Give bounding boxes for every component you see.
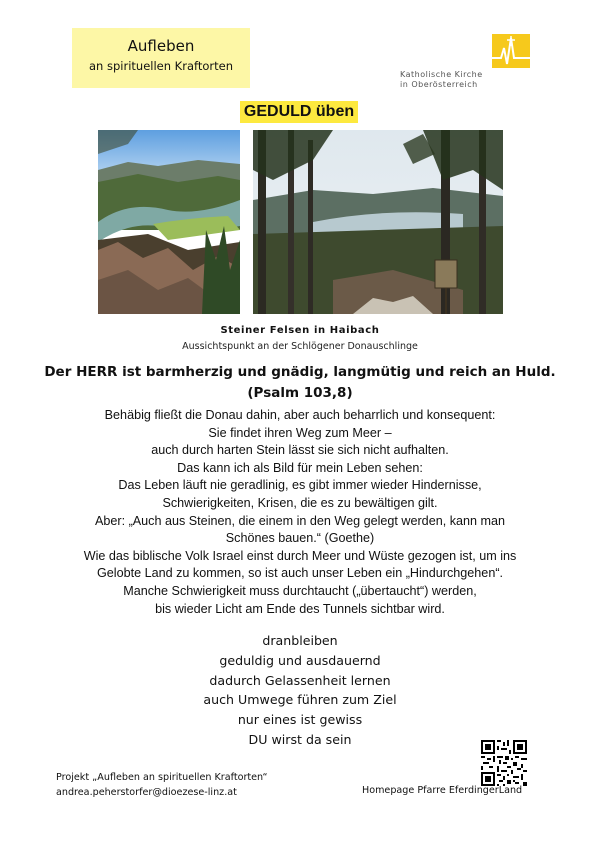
logo-line-1: Katholische Kirche	[400, 70, 483, 79]
page-title: GEDULD üben	[240, 101, 358, 123]
poem-line: DU wirst da sein	[248, 731, 352, 747]
photo-forest-view	[253, 130, 503, 314]
body-line: auch durch harten Stein lässt sie sich nicht aufhalten.	[151, 443, 449, 458]
logo-line-2: in Oberösterreich	[400, 80, 478, 89]
footer-email[interactable]: andrea.peherstorfer@dioezese-linz.at	[56, 787, 237, 798]
body-line: Das Leben läuft nie geradlinig, es gibt immer wieder Hindernisse,	[118, 478, 482, 493]
badge-title: Aufleben	[127, 37, 195, 55]
qr-code-icon[interactable]	[481, 740, 527, 786]
valley-landscape-image	[98, 130, 240, 314]
church-cross-heartbeat-icon	[492, 34, 530, 68]
psalm-quote	[40, 362, 560, 404]
body-line: Behäbig fließt die Donau dahin, aber auch beharrlich und konsequent:	[104, 408, 496, 422]
photo-caption-title: Steiner Felsen in Haibach	[220, 325, 380, 336]
photo-caption-subtitle: Aussichtspunkt an der Schlögener Donauschlinge	[182, 341, 418, 352]
header-badge	[72, 28, 250, 88]
body-line: bis wieder Licht am Ende des Tunnels sichtbar wird.	[155, 601, 445, 616]
body-line: Manche Schwierigkeit muss durchtaucht („übertaucht“) werden,	[123, 583, 477, 598]
poem-line: geduldig und ausdauernd	[219, 652, 381, 668]
footer-homepage[interactable]: Homepage Pfarre EferdingerLand	[362, 785, 523, 796]
poem-line: auch Umwege führen zum Ziel	[203, 692, 397, 708]
body-line: Gelobte Land zu kommen, so ist auch unser Leben ein „Hindurchgehen“.	[96, 566, 504, 581]
body-line: Sie findet ihren Weg zum Meer –	[208, 425, 392, 440]
photo-valley-view	[98, 130, 240, 314]
body-line: Schönes bauen.“ (Goethe)	[225, 531, 375, 546]
body-line: Das kann ich als Bild für mein Leben sehen:	[177, 460, 423, 475]
psalm-line-1: Der HERR ist barmherzig und gnädig, langmütig und reich an Huld.	[44, 364, 556, 380]
logo-text	[400, 70, 530, 90]
footer-project: Projekt „Aufleben an spirituellen Kraftorten“	[56, 772, 268, 783]
poem-line: dadurch Gelassenheit lernen	[209, 672, 391, 688]
psalm-reference: (Psalm 103,8)	[247, 385, 353, 401]
poem	[150, 631, 450, 750]
body-text	[30, 407, 570, 618]
poem-line: nur eines ist gewiss	[237, 712, 363, 728]
poem-line: dranbleiben	[262, 633, 338, 648]
badge-subtitle: an spirituellen Kraftorten	[89, 59, 233, 73]
footer-contact	[56, 770, 267, 800]
body-line: Schwierigkeiten, Krisen, die es zu bewältigen gilt.	[162, 495, 438, 510]
forest-landscape-image	[253, 130, 503, 314]
body-line: Wie das biblische Volk Israel einst durch Meer und Wüste gezogen ist, um ins	[83, 548, 517, 563]
body-line: Aber: „Auch aus Steinen, die einem in den Weg gelegt werden, kann man	[94, 513, 506, 528]
